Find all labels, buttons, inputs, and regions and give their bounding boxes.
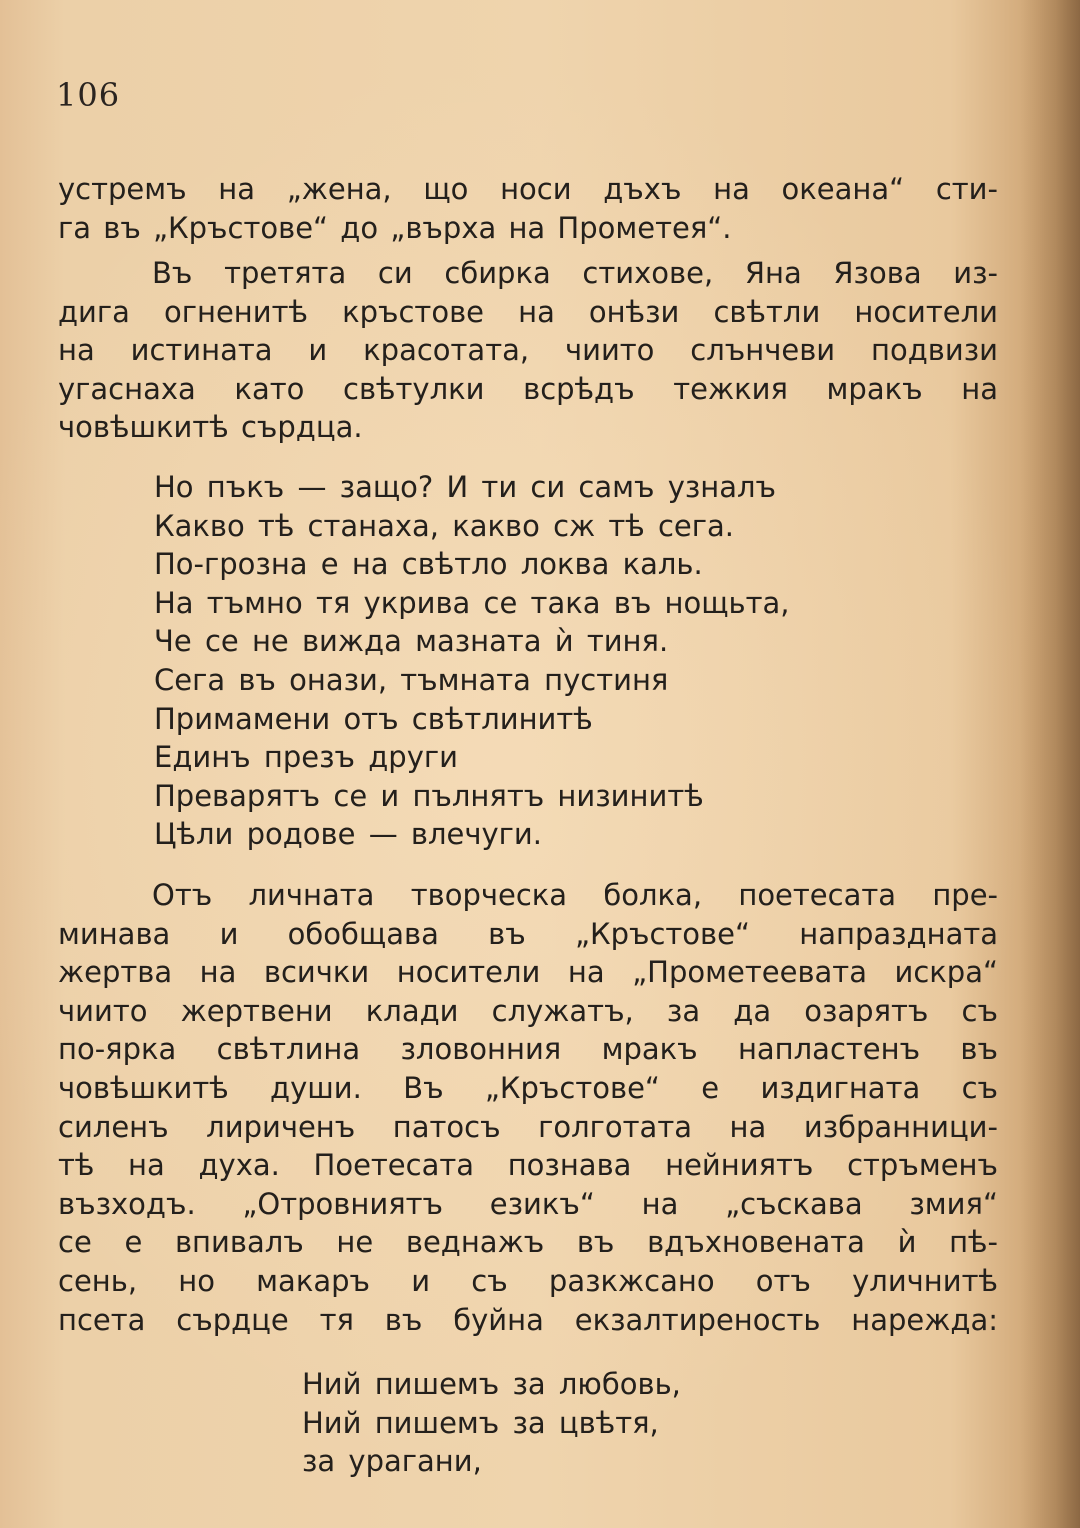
paragraph-2 — [58, 254, 998, 447]
verse-block-2 — [302, 1365, 681, 1481]
text-line: жертва на всички носители на „Прометеевата искра“ — [58, 955, 998, 990]
verse-line: Ний пишемъ за цвѣтя, — [302, 1405, 659, 1440]
verse-line: Примамени отъ свѣтлинитѣ — [154, 701, 593, 736]
verse-line: Но пъкъ — защо? И ти си самъ узналъ — [154, 470, 777, 504]
verse-line: Ний пишемъ за любовь, — [302, 1367, 681, 1401]
verse-block-1 — [154, 468, 790, 854]
verse-line: Цѣли родове — влечуги. — [154, 817, 542, 852]
text-line: дига огненитѣ кръстове на онѣзи свѣтли носители — [58, 294, 998, 329]
verse-line: Сега въ онази, тъмната пустиня — [154, 662, 669, 697]
text-line: човѣшкитѣ сърдца. — [58, 410, 363, 445]
text-line: Отъ личната творческа болка, поетесата пре- — [152, 878, 998, 912]
verse-line: По-грозна е на свѣтло локва каль. — [154, 547, 703, 582]
paragraph-1 — [58, 170, 998, 247]
verse-line: Единъ презъ други — [154, 740, 458, 775]
text-line: псета сърдце тя въ буйна екзалтиреность нарежда: — [58, 1302, 998, 1337]
text-line: Въ третята си сбирка стихове, Яна Язова из- — [152, 256, 998, 290]
text-line: угаснаха като свѣтулки всрѣдъ тежкия мракъ на — [58, 371, 998, 406]
text-line: възходъ. „Отровниятъ езикъ“ на „съскава змия“ — [58, 1186, 998, 1221]
text-line: тѣ на духа. Поетесата познава нейниятъ стръменъ — [58, 1148, 998, 1183]
text-line: силенъ лириченъ патосъ голготата на избранници- — [58, 1109, 998, 1144]
verse-line: Че се не вижда мазната ѝ тиня. — [154, 624, 669, 659]
verse-line: Какво тѣ станаха, какво сж тѣ сега. — [154, 508, 734, 543]
verse-line: за урагани, — [302, 1444, 482, 1479]
text-line: се е впивалъ не веднажъ въ вдъхновената ѝ пѣ- — [58, 1225, 998, 1260]
verse-line: Преварятъ се и пълнятъ низинитѣ — [154, 778, 704, 813]
page-edge-shadow — [1020, 0, 1080, 1528]
text-line: устремъ на „жена, що носи дъхъ на океана“ сти- — [58, 172, 998, 206]
verse-line: На тъмно тя укрива се така въ нощьта, — [154, 585, 790, 620]
paragraph-3 — [58, 876, 998, 1339]
text-line: по-ярка свѣтлина зловонния мракъ напластенъ въ — [58, 1032, 998, 1067]
text-line: човѣшкитѣ души. Въ „Кръстове“ е издигната съ — [58, 1070, 998, 1105]
page-number: 106 — [56, 76, 121, 114]
text-line: га въ „Кръстове“ до „върха на Прометея“. — [58, 210, 732, 245]
text-line: минава и обобщава въ „Кръстове“ напраздната — [58, 916, 998, 951]
text-line: сень, но макаръ и съ разкжсано отъ уличнитѣ — [58, 1263, 998, 1298]
text-line: на истината и красотата, чиито слънчеви подвизи — [58, 333, 998, 368]
text-line: чиито жертвени клади служатъ, за да озарятъ съ — [58, 993, 998, 1028]
